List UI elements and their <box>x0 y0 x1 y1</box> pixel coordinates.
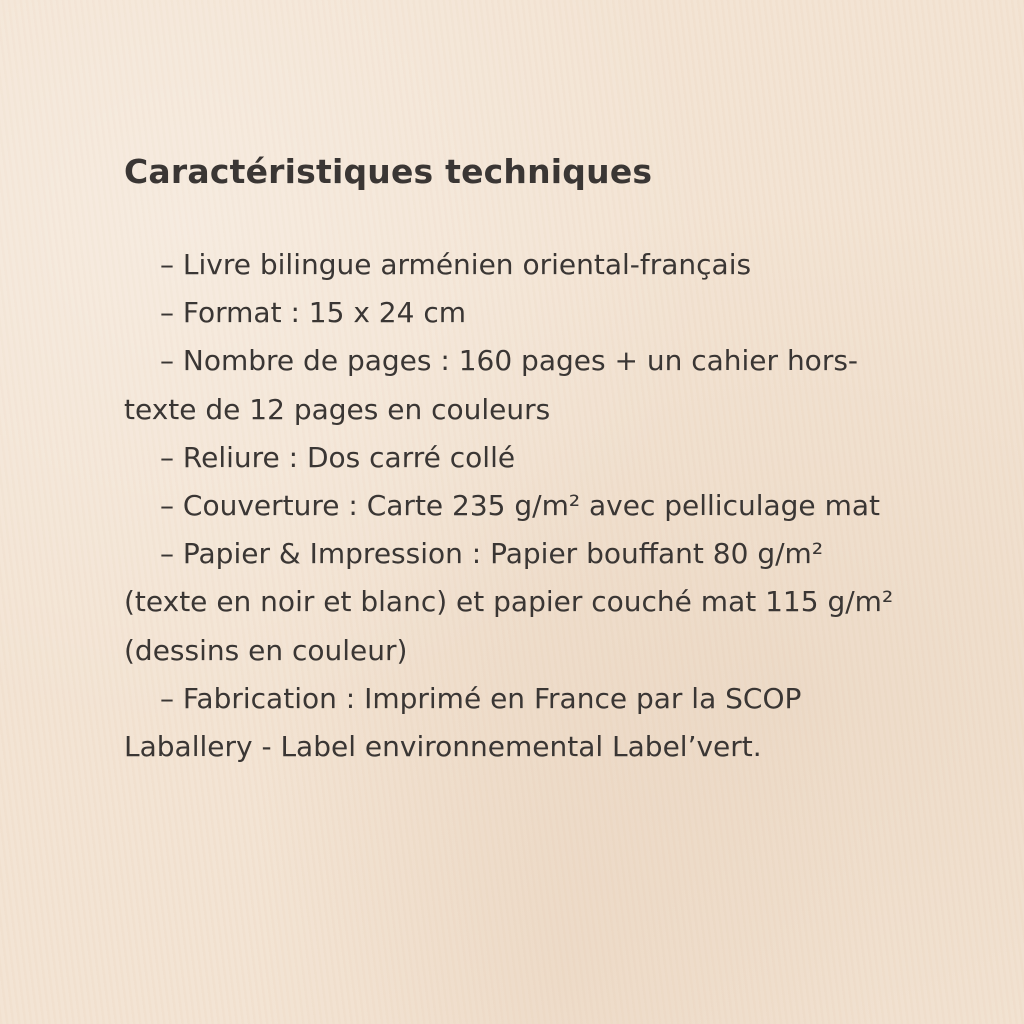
spec-binding: – Reliure : Dos carré collé <box>160 440 516 474</box>
specifications-panel <box>124 146 904 771</box>
spec-language: – Livre bilingue arménien oriental-français <box>160 248 752 281</box>
section-title: Caractéristiques techniques <box>124 152 653 191</box>
spec-cover: – Couverture : Carte 235 g/m² avec pelliculage mat <box>160 489 880 523</box>
spec-paper-printing: – Papier & Impression : Papier bouffant 80 g/m² (texte en noir et blanc) et papier couché mat 115 g/m² (dessins en couleur) <box>124 537 894 667</box>
spec-format: – Format : 15 x 24 cm <box>160 296 467 330</box>
specifications-list <box>124 241 904 771</box>
spec-manufacturing: – Fabrication : Imprimé en France par la SCOP Laballery - Label environnemental Label’vert. <box>124 681 802 764</box>
spec-page-count: – Nombre de pages : 160 pages + un cahier hors-texte de 12 pages en couleurs <box>124 344 859 426</box>
spacer <box>124 198 904 241</box>
